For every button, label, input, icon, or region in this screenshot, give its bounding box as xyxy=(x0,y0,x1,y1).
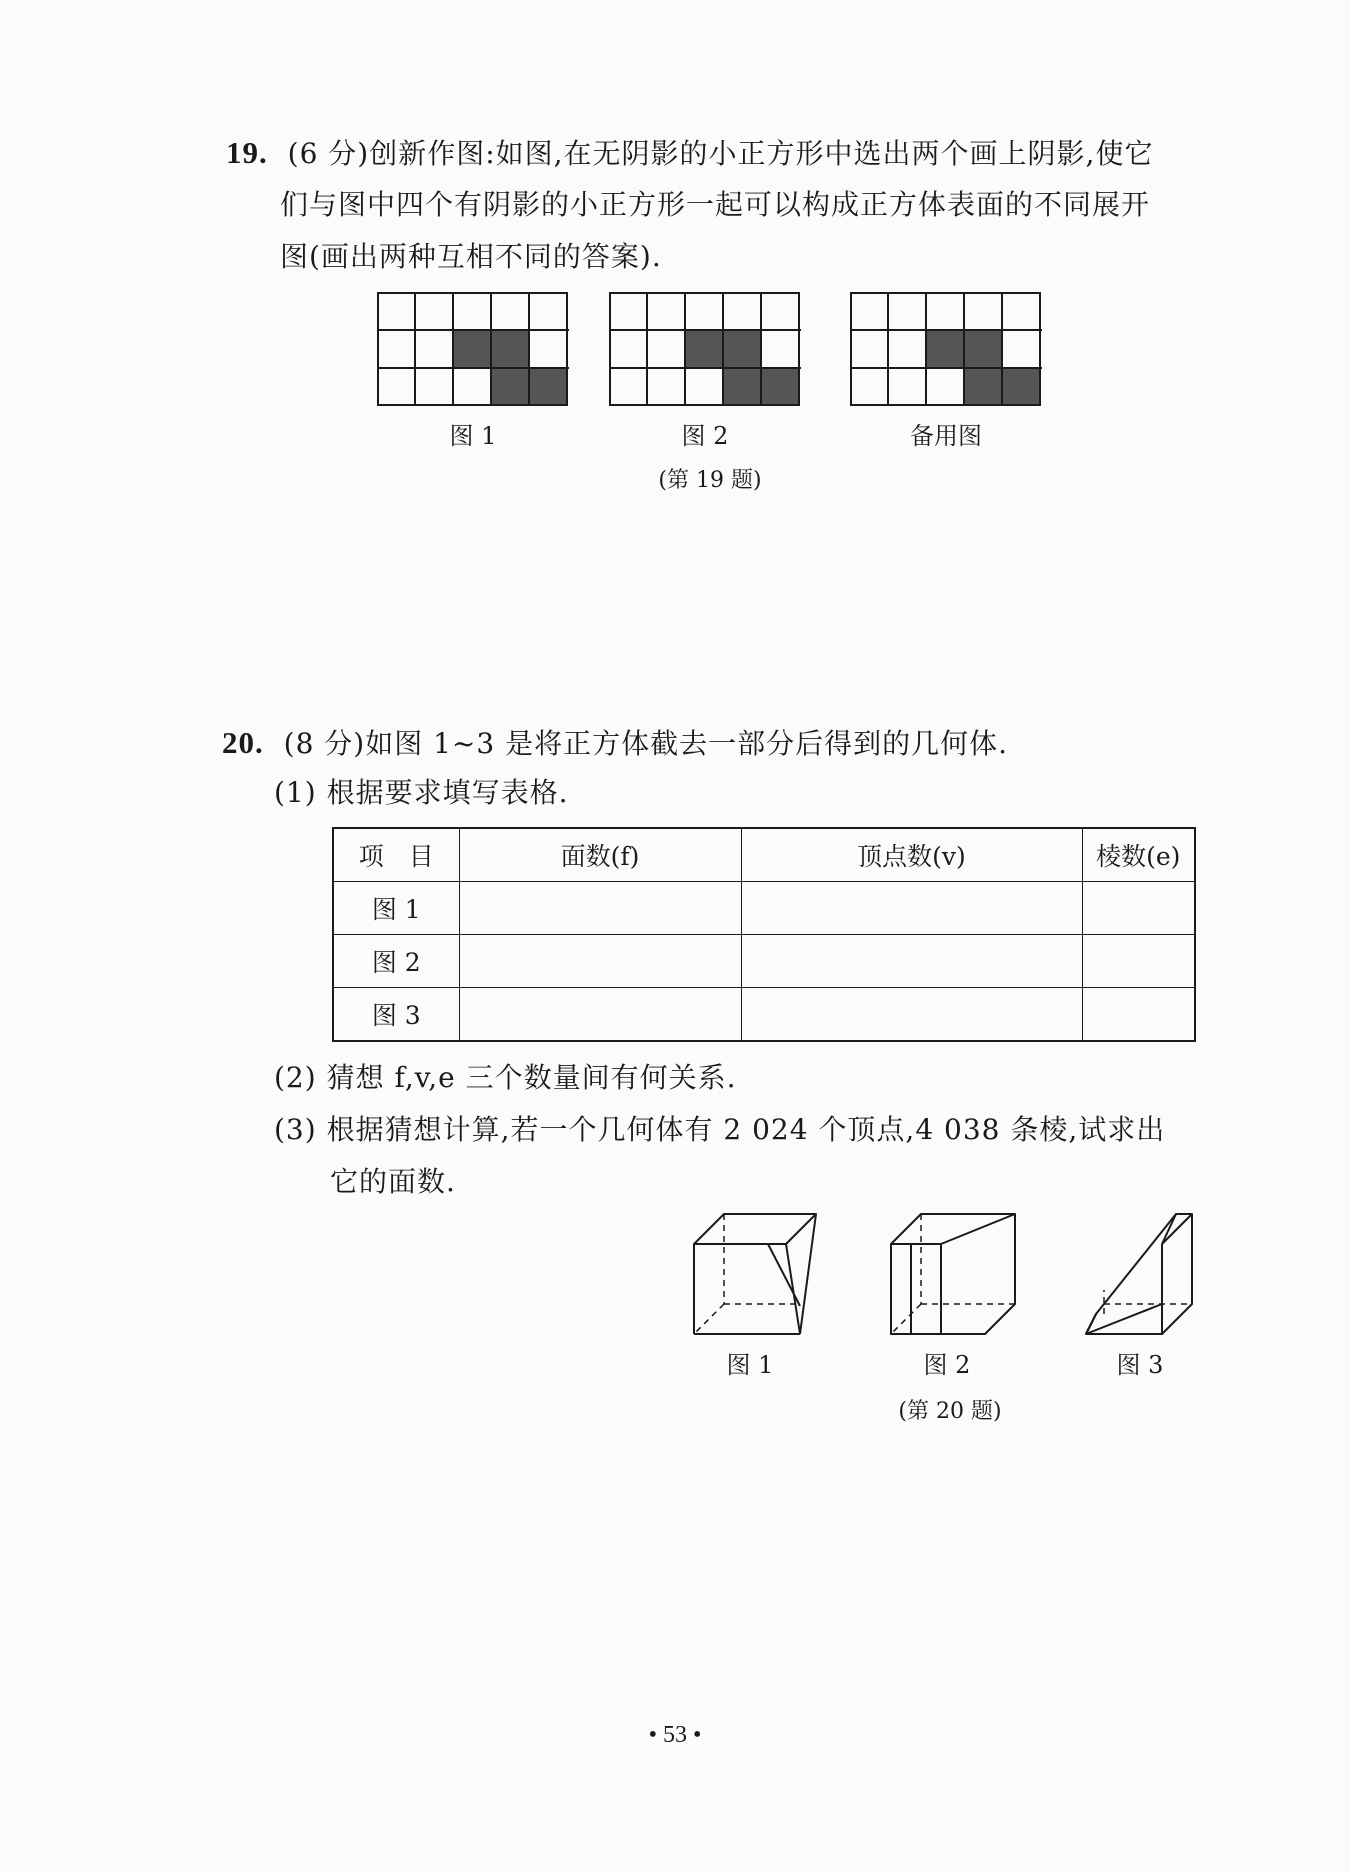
table-row xyxy=(333,935,1195,988)
q20-part2: (2) 猜想 f,v,e 三个数量间有何关系. xyxy=(274,1061,737,1094)
header-vertices: 顶点数(v) xyxy=(741,828,1082,882)
shaded-cell xyxy=(964,330,1002,368)
q20-answer-table xyxy=(332,827,1196,1042)
table-header-row xyxy=(333,828,1195,882)
q19-grid-1-caption: 图 1 xyxy=(449,422,497,450)
shaded-cell xyxy=(1002,368,1040,406)
q20-solid-1 xyxy=(690,1210,824,1340)
q20-part3-line1: (3) 根据猜想计算,若一个几何体有 2 024 个顶点,4 038 条棱,试求出 xyxy=(274,1113,1166,1146)
row-label: 图 2 xyxy=(333,935,459,988)
shaded-cell xyxy=(761,368,799,406)
q19-line-3: 图(画出两种互相不同的答案). xyxy=(280,240,662,273)
table-row xyxy=(333,988,1195,1042)
cell-faces[interactable] xyxy=(459,935,741,988)
q19-grid-spare-caption: 备用图 xyxy=(910,422,982,450)
q20-solid-2-caption: 图 2 xyxy=(923,1351,971,1379)
shaded-cell xyxy=(685,330,723,368)
table-row xyxy=(333,882,1195,935)
row-label: 图 1 xyxy=(333,882,459,935)
q20-solid-2 xyxy=(887,1210,1021,1340)
cell-vertices[interactable] xyxy=(741,882,1082,935)
q19-line-2: 们与图中四个有阴影的小正方形一起可以构成正方体表面的不同展开 xyxy=(280,188,1151,221)
cell-edges[interactable] xyxy=(1082,935,1195,988)
q19-grid-spare xyxy=(850,292,1042,406)
q19-line-1 xyxy=(226,127,1153,180)
shaded-cell xyxy=(529,368,567,406)
q20-part3-line2: 它的面数. xyxy=(330,1165,456,1198)
q20-part1: (1) 根据要求填写表格. xyxy=(274,776,569,809)
q20-intro: (8 分)如图 1~3 是将正方体截去一部分后得到的几何体. xyxy=(283,727,1009,760)
cell-edges[interactable] xyxy=(1082,882,1195,935)
shaded-cell xyxy=(491,368,529,406)
q19-number: 19. xyxy=(226,135,268,170)
q20-solid-3 xyxy=(1080,1210,1200,1340)
shaded-cell xyxy=(926,330,964,368)
row-label: 图 3 xyxy=(333,988,459,1042)
shaded-cell xyxy=(491,330,529,368)
q19-figure-label: (第 19 题) xyxy=(658,468,762,493)
cell-vertices[interactable] xyxy=(741,988,1082,1042)
q20-solid-3-caption: 图 3 xyxy=(1116,1351,1164,1379)
q19-text-1: (6 分)创新作图:如图,在无阴影的小正方形中选出两个画上阴影,使它 xyxy=(287,137,1154,170)
q20-number: 20. xyxy=(222,725,264,760)
shaded-cell xyxy=(723,330,761,368)
q19-grid-2-caption: 图 2 xyxy=(681,422,729,450)
shaded-cell xyxy=(964,368,1002,406)
q19-grid-1 xyxy=(377,292,569,406)
cell-edges[interactable] xyxy=(1082,988,1195,1042)
page-number: • 53 • xyxy=(648,1722,702,1748)
header-faces: 面数(f) xyxy=(459,828,741,882)
q20-line-1 xyxy=(222,717,1008,770)
shaded-cell xyxy=(723,368,761,406)
q20-figure-label: (第 20 题) xyxy=(898,1399,1002,1424)
shaded-cell xyxy=(453,330,491,368)
header-edges: 棱数(e) xyxy=(1082,828,1195,882)
q20-solid-1-caption: 图 1 xyxy=(726,1351,774,1379)
q19-grid-2 xyxy=(609,292,801,406)
header-item: 项 目 xyxy=(333,828,459,882)
cell-faces[interactable] xyxy=(459,882,741,935)
cell-faces[interactable] xyxy=(459,988,741,1042)
cell-vertices[interactable] xyxy=(741,935,1082,988)
